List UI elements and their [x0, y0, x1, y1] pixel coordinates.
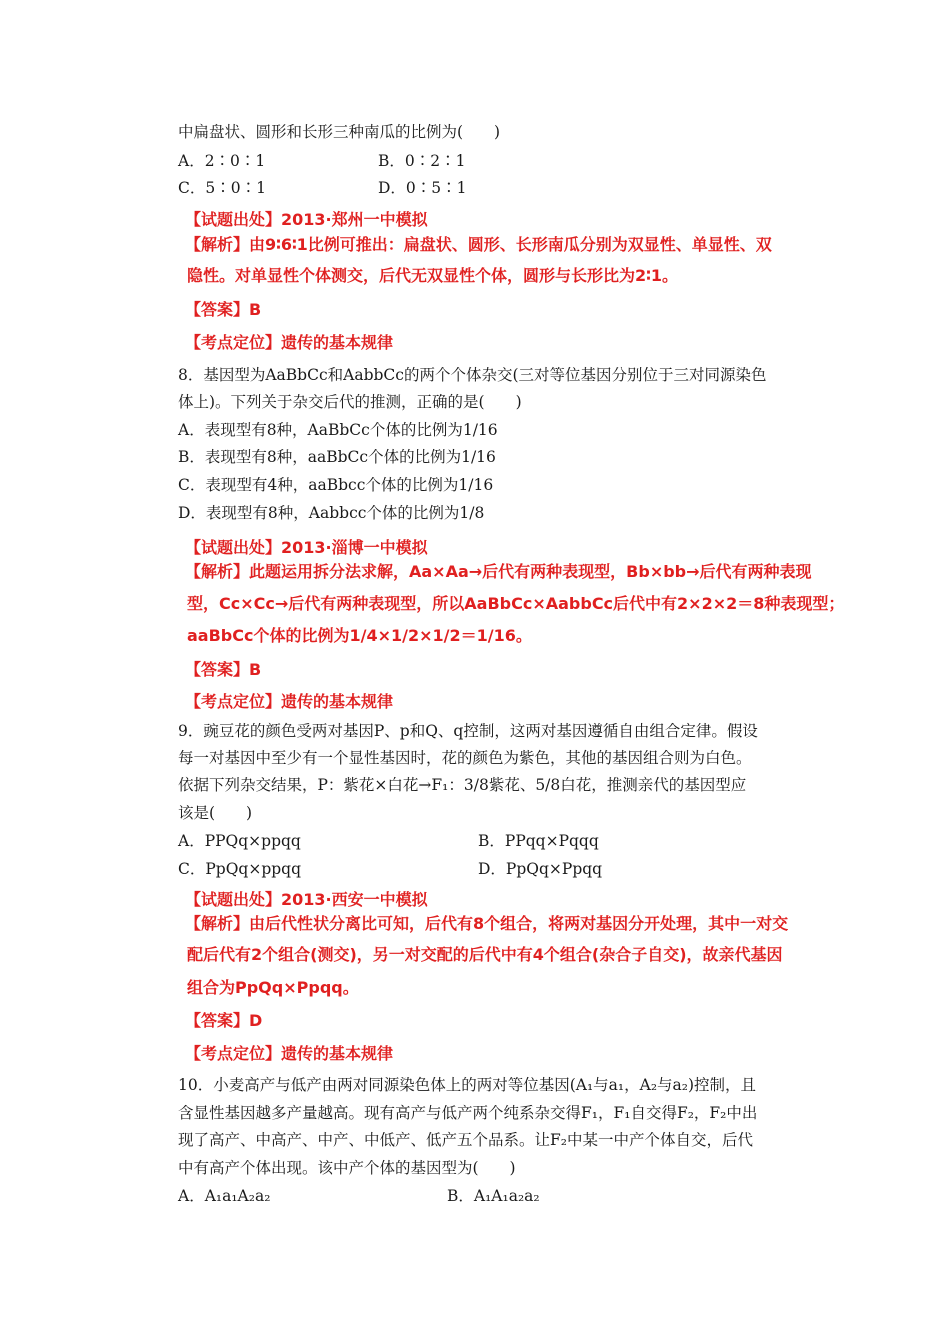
question-9-stem-line-4: 该是( )	[178, 804, 253, 822]
q9-option-d: D．PpQq×Ppqq	[478, 860, 603, 878]
q9-option-a: A．PPQq×ppqq	[178, 832, 301, 850]
q8-option-b: B．表现型有8种，aaBbCc个体的比例为1/16	[178, 448, 496, 466]
q8-option-a: A．表现型有8种，AaBbCc个体的比例为1/16	[178, 421, 498, 439]
question-10-stem-line-4: 中有高产个体出现。该中产个体的基因型为( )	[178, 1159, 516, 1177]
question-8-stem-line-2: 体上)。下列关于杂交后代的推测，正确的是( )	[178, 393, 522, 411]
q8-analysis-line-2: 型，Cc×Cc→后代有两种表现型，所以AaBbCc×AabbCc后代中有2×2×2＝8种表现型；	[187, 594, 845, 613]
question-8-stem-line-1: 8．基因型为AaBbCc和AabbCc的两个个体杂交(三对等位基因分别位于三对同源染色	[178, 366, 767, 384]
q7-source: 【试题出处】2013·郑州一中模拟	[185, 210, 428, 229]
q9-analysis-line-1: 【解析】由后代性状分离比可知，后代有8个组合，将两对基因分开处理，其中一对交	[185, 914, 789, 933]
q7-analysis-line-2: 隐性。对单显性个体测交，后代无双显性个体，圆形与长形比为2∶1。	[187, 266, 678, 285]
q10-option-a: A．A₁a₁A₂a₂	[178, 1187, 271, 1205]
q8-answer: 【答案】B	[185, 660, 262, 679]
question-9-stem-line-1: 9．豌豆花的颜色受两对基因P、p和Q、q控制，这两对基因遵循自由组合定律。假设	[178, 722, 758, 740]
q7-option-a: A．2∶0∶1	[178, 152, 266, 170]
q7-option-b: B．0∶2∶1	[378, 152, 466, 170]
q7-answer: 【答案】B	[185, 300, 262, 319]
q7-option-d: D．0∶5∶1	[378, 179, 467, 197]
q8-analysis-line-1: 【解析】此题运用拆分法求解，Aa×Aa→后代有两种表现型，Bb×bb→后代有两种表现	[185, 562, 812, 581]
q10-option-b: B．A₁A₁a₂a₂	[447, 1187, 540, 1205]
q9-source: 【试题出处】2013·西安一中模拟	[185, 890, 428, 909]
q7-analysis-line-1: 【解析】由9∶6∶1比例可推出：扁盘状、圆形、长形南瓜分别为双显性、单显性、双	[185, 235, 772, 254]
question-10-stem-line-1: 10．小麦高产与低产由两对同源染色体上的两对等位基因(A₁与a₁，A₂与a₂)控制，且	[178, 1076, 757, 1094]
question-7-stem: 中扁盘状、圆形和长形三种南瓜的比例为( )	[178, 123, 501, 141]
q9-analysis-line-2: 配后代有2个组合(测交)，另一对交配的后代中有4个组合(杂合子自交)，故亲代基因	[187, 945, 783, 964]
q9-answer: 【答案】D	[185, 1011, 263, 1030]
q8-analysis-line-3: aaBbCc个体的比例为1/4×1/2×1/2＝1/16。	[187, 626, 532, 645]
q9-analysis-line-3: 组合为PpQq×Ppqq。	[187, 978, 359, 997]
q8-option-d: D．表现型有8种，Aabbcc个体的比例为1/8	[178, 504, 485, 522]
q8-source: 【试题出处】2013·淄博一中模拟	[185, 538, 428, 557]
q9-option-c: C．PpQq×ppqq	[178, 860, 302, 878]
q9-topic: 【考点定位】遗传的基本规律	[185, 1044, 394, 1063]
question-9-stem-line-2: 每一对基因中至少有一个显性基因时，花的颜色为紫色，其他的基因组合则为白色。	[178, 749, 752, 767]
question-10-stem-line-2: 含显性基因越多产量越高。现有高产与低产两个纯系杂交得F₁，F₁自交得F₂，F₂中出	[178, 1104, 758, 1122]
q8-option-c: C．表现型有4种，aaBbcc个体的比例为1/16	[178, 476, 494, 494]
q9-option-b: B．PPqq×Pqqq	[478, 832, 599, 850]
q7-topic: 【考点定位】遗传的基本规律	[185, 333, 394, 352]
question-10-stem-line-3: 现了高产、中高产、中产、中低产、低产五个品系。让F₂中某一中产个体自交，后代	[178, 1131, 753, 1149]
q7-option-c: C．5∶0∶1	[178, 179, 266, 197]
q8-topic: 【考点定位】遗传的基本规律	[185, 692, 394, 711]
question-9-stem-line-3: 依据下列杂交结果，P：紫花×白花→F₁：3/8紫花、5/8白花，推测亲代的基因型应	[178, 776, 747, 794]
